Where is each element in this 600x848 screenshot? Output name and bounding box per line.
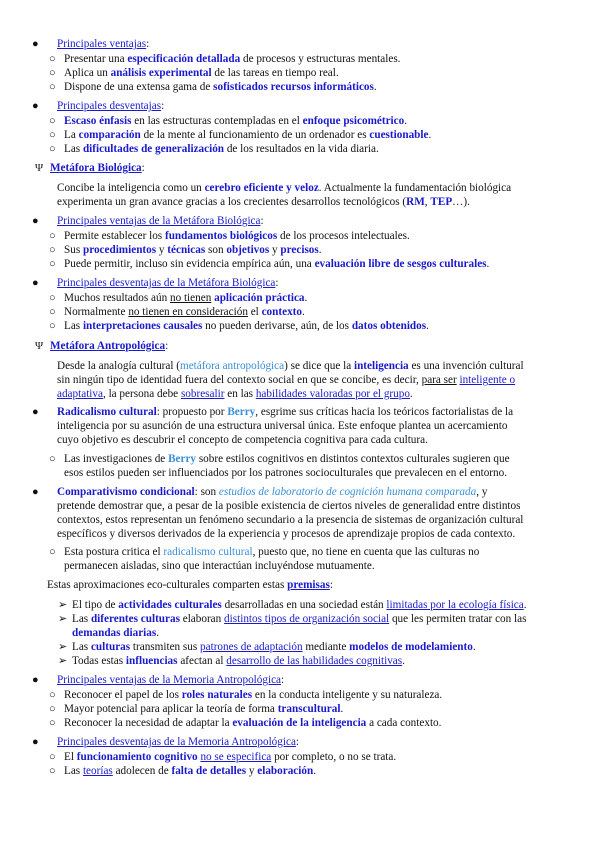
bullet-circle-icon: ○: [49, 292, 56, 304]
section-title-metafora-biologica[interactable]: Metáfora Biológica:: [50, 162, 145, 174]
bullet-dot-icon: ●: [32, 736, 39, 748]
list-item: Reconocer el papel de los roles naturales en la conducta inteligente y su naturaleza.: [64, 689, 443, 701]
paragraph-line: Concibe la inteligencia como un cerebro eficiente y veloz. Actualmente la fundamentación biológica: [57, 182, 512, 194]
bullet-circle-icon: ○: [49, 546, 56, 558]
list-item: Las dificultades de generalización de los resultados en la vida diaria.: [64, 143, 379, 155]
bullet-circle-icon: ○: [49, 143, 56, 155]
arrow-bullet-icon: ➢: [58, 613, 68, 625]
list-item: Muchos resultados aún no tienen aplicación práctica.: [64, 292, 308, 304]
list-item: Esta postura critica el radicalismo cultural, puesto que, no tiene en cuenta que las culturas no: [64, 546, 480, 558]
list-item: Normalmente no tienen en consideración el contexto.: [64, 306, 305, 318]
bullet-circle-icon: ○: [49, 320, 56, 332]
bullet-circle-icon: ○: [49, 765, 56, 777]
bullet-dot-icon: ●: [32, 38, 39, 50]
arrow-bullet-icon: ➢: [58, 655, 68, 667]
bullet-dot-icon: ●: [32, 277, 39, 289]
bullet-dot-icon: ●: [32, 215, 39, 227]
list-item: Puede permitir, incluso sin evidencia empírica aún, una evaluación libre de sesgos culturales.: [64, 258, 490, 270]
list-item: Todas estas influencias afectan al desarrollo de las habilidades cognitivas.: [72, 655, 405, 667]
list-item: Las investigaciones de Berry sobre estilos cognitivos en distintos contextos culturales sugieren que: [64, 453, 510, 465]
link-ventajas-antropologica[interactable]: Principales ventajas de la Memoria Antropológica:: [57, 674, 285, 686]
bullet-dot-icon: ●: [32, 486, 39, 498]
link-desventajas-biologica[interactable]: Principales desventajas de la Metáfora Biológica:: [57, 277, 279, 289]
bullet-circle-icon: ○: [49, 129, 56, 141]
paragraph-line: Estas aproximaciones eco-culturales comparten estas premisas:: [47, 579, 333, 591]
list-item: Aplica un análisis experimental de las tareas en tiempo real.: [64, 67, 339, 79]
list-item: Sus procedimientos y técnicas son objetivos y precisos.: [64, 244, 322, 256]
list-item: El tipo de actividades culturales desarrolladas en una sociedad están limitadas por la ecología física.: [72, 599, 527, 611]
list-item: Comparativismo condicional: son estudios de laboratorio de cognición humana comparada, y: [57, 486, 488, 498]
bullet-dot-icon: ●: [32, 100, 39, 112]
bullet-circle-icon: ○: [49, 306, 56, 318]
bullet-circle-icon: ○: [49, 751, 56, 763]
bullet-circle-icon: ○: [49, 115, 56, 127]
arrow-bullet-icon: ➢: [58, 641, 68, 653]
list-item-line: contextos, estos representan un fenómeno secundario a la presencia de sistemas de organización cultural: [57, 514, 524, 526]
link-principales-ventajas[interactable]: Principales ventajas:: [57, 38, 150, 50]
bullet-circle-icon: ○: [49, 717, 56, 729]
bullet-circle-icon: ○: [49, 244, 56, 256]
link-ventajas-biologica[interactable]: Principales ventajas de la Metáfora Biológica:: [57, 215, 264, 227]
list-item: Las interpretaciones causales no pueden derivarse, aún, de los datos obtenidos.: [64, 320, 429, 332]
bullet-circle-icon: ○: [49, 81, 56, 93]
list-item: Las diferentes culturas elaboran distintos tipos de organización social que les permiten tratar con las: [72, 613, 527, 625]
bullet-dot-icon: ●: [32, 406, 39, 418]
arrow-bullet-icon: ➢: [58, 599, 68, 611]
bullet-circle-icon: ○: [49, 258, 56, 270]
list-item-line: pretende demostrar que, a pesar de la posible existencia de ciertos niveles de generalidad entre distintos: [57, 500, 521, 512]
bullet-circle-icon: ○: [49, 453, 56, 465]
list-item: La comparación de la mente al funcionamiento de un ordenador es cuestionable.: [64, 129, 432, 141]
link-desventajas-antropologica[interactable]: Principales desventajas de la Memoria Antropológica:: [57, 736, 300, 748]
list-item: Las culturas transmiten sus patrones de adaptación mediante modelos de modelamiento.: [72, 641, 476, 653]
paragraph-line: experimenta un gran avance gracias a los crecientes desarrollos tecnológicos (RM, TEP…).: [57, 196, 470, 208]
bullet-circle-icon: ○: [49, 67, 56, 79]
list-item: El funcionamiento cognitivo no se especifica por completo, o no se trata.: [64, 751, 397, 763]
list-item-line: esos estilos pueden ser influenciados por los patrones socioculturales que prevalecen en el entorno.: [64, 467, 508, 479]
paragraph-line: sin ningún tipo de identidad fuera del contexto social en que se concibe, es decir, para ser inteligente o: [57, 374, 516, 386]
paragraph-line: adaptativa, la persona debe sobresalir en las habilidades valoradas por el grupo.: [57, 388, 413, 400]
list-item-line: permanecen aisladas, sino que interactúan incluyéndose mutuamente.: [64, 560, 375, 572]
link-principales-desventajas[interactable]: Principales desventajas:: [57, 100, 165, 112]
list-item-line: cuyo objetivo es descubrir el concepto de competencia cognitiva para cada cultura.: [57, 434, 428, 446]
paragraph-line: Desde la analogía cultural (metáfora antropológica) se dice que la inteligencia es una invención cultural: [57, 360, 524, 372]
bullet-circle-icon: ○: [49, 230, 56, 242]
list-item: Reconocer la necesidad de adaptar la evaluación de la inteligencia a cada contexto.: [64, 717, 442, 729]
list-item: Permite establecer los fundamentos biológicos de los procesos intelectuales.: [64, 230, 410, 242]
psi-icon: Ψ: [35, 340, 44, 352]
list-item-line: demandas diarias.: [72, 627, 160, 639]
list-item: Escaso énfasis en las estructuras contempladas en el enfoque psicométrico.: [64, 115, 408, 127]
list-item: Mayor potencial para aplicar la teoría de forma transcultural.: [64, 703, 344, 715]
list-item: Radicalismo cultural: propuesto por Berry, esgrime sus críticas hacia los teóricos factorialistas de la: [57, 406, 514, 418]
bullet-circle-icon: ○: [49, 703, 56, 715]
list-item: Presentar una especificación detallada de procesos y estructuras mentales.: [64, 53, 401, 65]
bullet-circle-icon: ○: [49, 689, 56, 701]
bullet-circle-icon: ○: [49, 53, 56, 65]
list-item: Las teorías adolecen de falta de detalles y elaboración.: [64, 765, 316, 777]
psi-icon: Ψ: [35, 162, 44, 174]
list-item: Dispone de una extensa gama de sofisticados recursos informáticos.: [64, 81, 377, 93]
list-item-line: específicos y diversos derivados de la experiencia y procesos de aprendizaje propios de cada contexto.: [57, 528, 516, 540]
section-title-metafora-antropologica[interactable]: Metáfora Antropológica:: [50, 340, 169, 352]
bullet-dot-icon: ●: [32, 674, 39, 686]
list-item-line: inteligencia por su asunción de una estructura universal única. Este enfoque plantea un acercamiento: [57, 420, 508, 432]
